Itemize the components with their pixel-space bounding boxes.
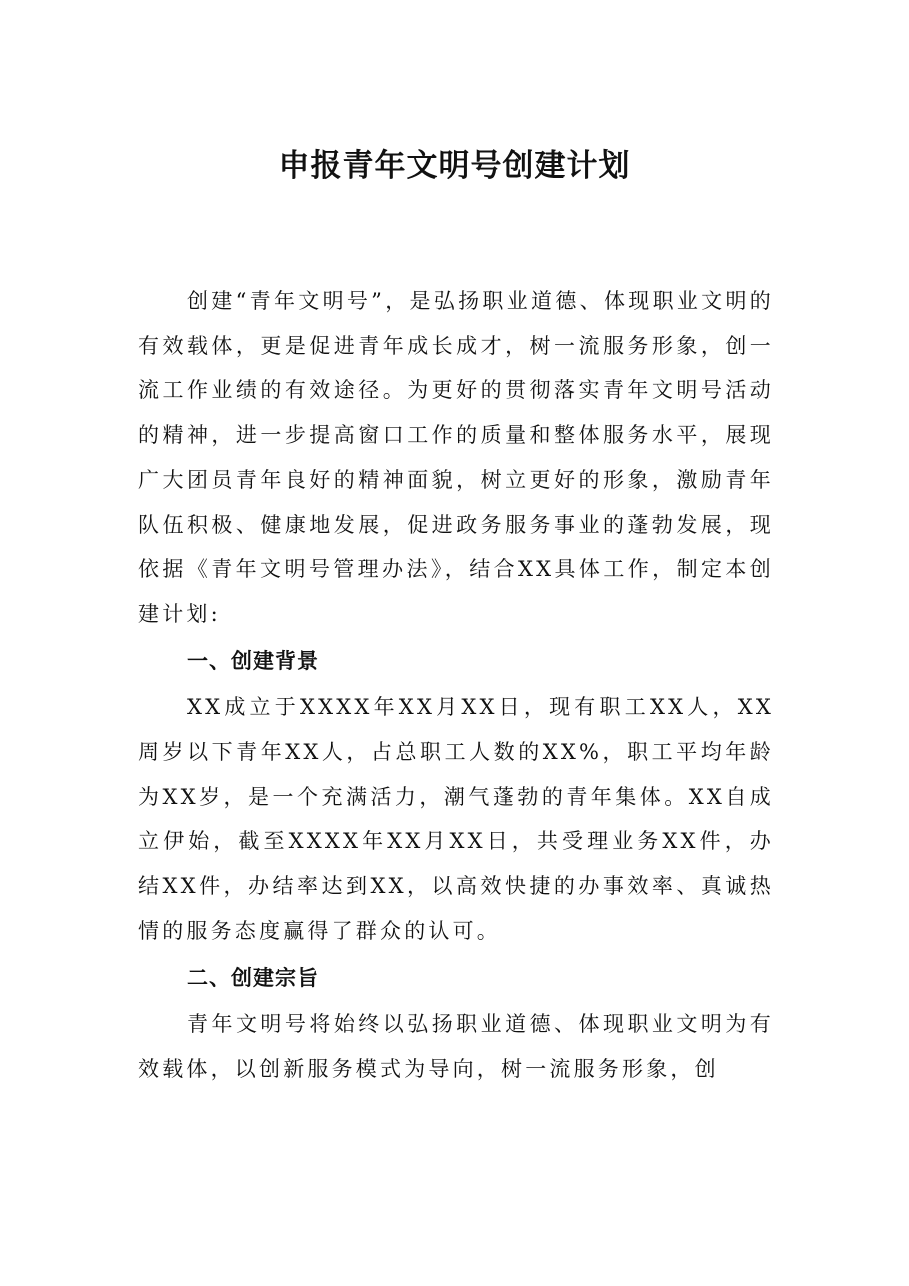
section-paragraph-background: XX成立于XXXX年XX月XX日，现有职工XX人，XX周岁以下青年XX人，占总职工人数的XX%，职工平均年龄为XX岁，是一个充满活力，潮气蓬勃的青年集体。XX自成立伊始，截至XXXX年XX月XX日，共受理业务XX件，办结XX件，办结率达到XX，以高效快捷的办事效率、真诚热情的服务态度赢得了群众的认可。 (138, 695, 774, 943)
section-paragraph-purpose: 青年文明号将始终以弘扬职业道德、体现职业文明为有效载体，以创新服务模式为导向，树一流服务形象，创 (138, 1012, 774, 1081)
document-body (138, 279, 774, 1092)
section-heading-background: 一、创建背景 (187, 648, 319, 673)
intro-paragraph: 创建“青年文明号”，是弘扬职业道德、体现职业文明的有效载体，更是促进青年成长成才，树一流服务形象，创一流工作业绩的有效途径。为更好的贯彻落实青年文明号活动的精神，进一步提高窗口工作的质量和整体服务水平，展现广大团员青年良好的精神面貌，树立更好的形象，激励青年队伍积极、健康地发展，促进政务服务事业的蓬勃发展，现依据《青年文明号管理办法》，结合XX具体工作，制定本创建计划: (138, 289, 774, 626)
document-title: 申报青年文明号创建计划 (278, 148, 631, 184)
section-heading-purpose: 二、创建宗旨 (187, 965, 319, 990)
